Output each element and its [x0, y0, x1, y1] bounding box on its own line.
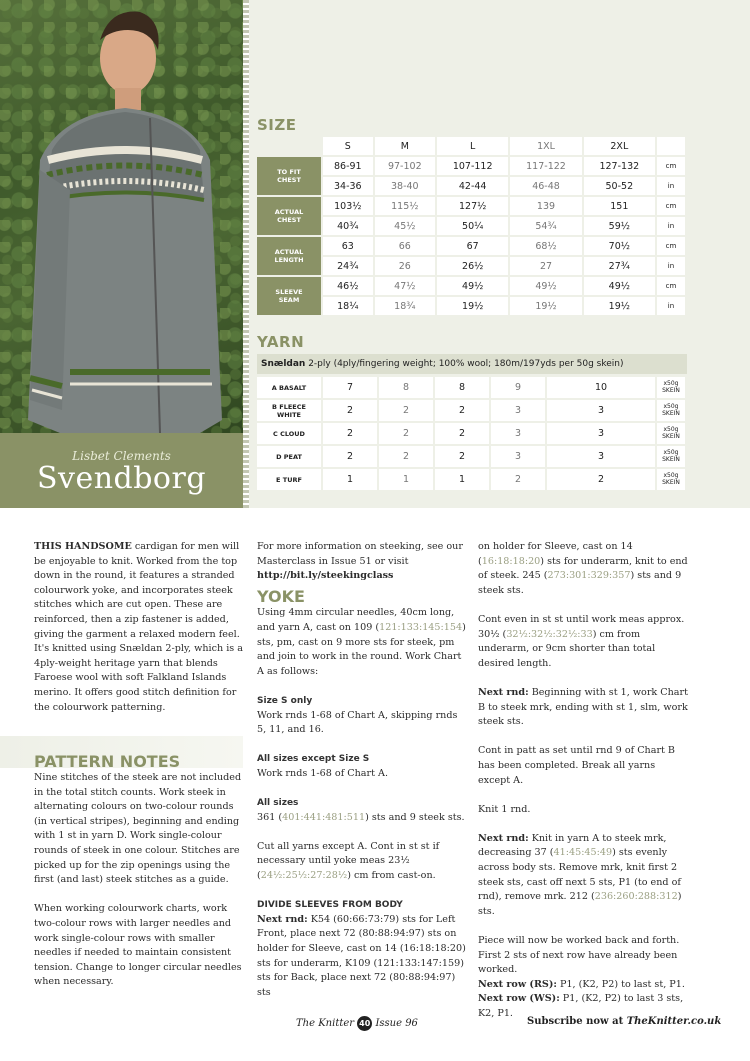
row-label: ACTUAL CHEST [257, 197, 321, 235]
cell: 67 [437, 237, 508, 255]
cell: 103½ [323, 197, 373, 215]
table-row [257, 217, 685, 235]
table-row [257, 257, 685, 275]
cell: 3 [491, 423, 545, 444]
footer-subscribe: Subscribe now at TheKnitter.co.uk [527, 1016, 722, 1027]
cell: 115½ [375, 197, 435, 215]
cell: 2 [435, 446, 489, 467]
cell: 127½ [437, 197, 508, 215]
cell: 1 [379, 469, 433, 490]
cell: 59½ [584, 217, 655, 235]
table-row [257, 377, 685, 398]
yarn-label: E TURF [257, 469, 321, 490]
cell: 2 [379, 446, 433, 467]
model-photo [0, 0, 243, 433]
designer-name: Lisbet Clements [72, 449, 171, 463]
row-label: ACTUAL LENGTH [257, 237, 321, 275]
title-box [0, 433, 243, 508]
cell: 3 [547, 446, 655, 467]
size-header-row [257, 137, 685, 155]
cell: 18¼ [323, 297, 373, 315]
cell: 2 [323, 400, 377, 421]
cell: 2 [323, 423, 377, 444]
cell: 49½ [437, 277, 508, 295]
cell: 9 [491, 377, 545, 398]
cell: 2 [491, 469, 545, 490]
cell: 19½ [510, 297, 581, 315]
footer-magazine: The Knitter 40 Issue 96 [296, 1018, 418, 1029]
cell: 34-36 [323, 177, 373, 195]
cell: 19½ [584, 297, 655, 315]
unit: cm [657, 237, 685, 255]
cell: 27 [510, 257, 581, 275]
intro-text: THIS HANDSOME cardigan for men will be enjoyable to knit. Worked from the top down in the round, it features a stranded colourwork yoke, and incorporates steek stitches which are cut open. These are reinforced, then a zip fastener is added, giving the garment a relaxed modern feel. It's knitted using Snældan 2-ply, which is a 4ply-weight heritage yarn that blends Faroese wool with soft Falkland Islands merino. It offers good stitch definition for the colourwork patterning. [34, 541, 243, 713]
table-row [257, 237, 685, 255]
cell: 97-102 [375, 157, 435, 175]
yarn-label: C CLOUD [257, 423, 321, 444]
yarn-table [255, 375, 687, 492]
cell: 151 [584, 197, 655, 215]
cell: 38-40 [375, 177, 435, 195]
cell: 50¼ [437, 217, 508, 235]
yarn-description: Snældan 2-ply (4ply/fingering weight; 100% wool; 180m/197yds per 50g skein) [257, 354, 687, 374]
table-row [257, 446, 685, 467]
size-heading: SIZE [257, 116, 297, 134]
cell: 24¾ [323, 257, 373, 275]
unit: in [657, 297, 685, 315]
cell: 2 [435, 400, 489, 421]
unit: in [657, 217, 685, 235]
subheading: DIVIDE SLEEVES FROM BODY [257, 900, 403, 911]
cell: 139 [510, 197, 581, 215]
subheading: Size S only [257, 695, 313, 706]
pattern-notes-heading: PATTERN NOTES [34, 752, 181, 771]
row-label: TO FIT CHEST [257, 157, 321, 195]
cell: 7 [323, 377, 377, 398]
table-row [257, 177, 685, 195]
cell: 2 [323, 446, 377, 467]
cell: 49½ [584, 277, 655, 295]
cell: 86-91 [323, 157, 373, 175]
cell: 3 [547, 400, 655, 421]
table-row [257, 469, 685, 490]
unit: cm [657, 197, 685, 215]
cell: 107-112 [437, 157, 508, 175]
cell: 1 [435, 469, 489, 490]
yoke-column: For more information on steeking, see our Masterclass in Issue 51 or visit http://bit.ly/steekingclass YOKE Using 4mm circular needles, 40cm long, and yarn A, cast on 109 (121:133:145:154) sts, pm, cast on 9 more sts for steek, pm and join to work in the round. Work Chart A as follows: Size S only Work rnds 1-68 of Chart A, skipping rnds 5, 11, and 16. All sizes except Size S Work rnds 1-68 of Chart A. All sizes 361 (401:441:481:511) sts and 9 steek sts. Cut all yarns except A. Cont in st st if necessary until yoke meas 23½ (24½:25½:27:28½) cm from cast-on. DIVIDE SLEEVES FROM BODY Next rnd: K54 (60:66:73:79) sts for Left Front, place next 72 (80:88:94:97) sts on holder for Sleeve, cast on 14 (16:18:18:20) sts for underarm, K109 (121:133:147:159) sts for Back, place next 72 (80:88:94:97) sts [257, 541, 466, 998]
table-row [257, 277, 685, 295]
page-number: 40 [357, 1016, 372, 1031]
steek-link[interactable]: http://bit.ly/steekingclass [257, 570, 394, 582]
cell: 54¾ [510, 217, 581, 235]
cell: 3 [547, 423, 655, 444]
cell: 2 [379, 400, 433, 421]
cell: 127-132 [584, 157, 655, 175]
table-row [257, 400, 685, 421]
unit: cm [657, 157, 685, 175]
unit: cm [657, 277, 685, 295]
yoke-heading: YOKE [257, 586, 305, 606]
cardigan-illustration [0, 0, 243, 433]
cell: 70½ [584, 237, 655, 255]
cell: 66 [375, 237, 435, 255]
cell: 2 [547, 469, 655, 490]
table-row [257, 423, 685, 444]
cell: 50-52 [584, 177, 655, 195]
yarn-label: A BASALT [257, 377, 321, 398]
cell: 45½ [375, 217, 435, 235]
cell: 18¾ [375, 297, 435, 315]
cell: 117-122 [510, 157, 581, 175]
cell: 47½ [375, 277, 435, 295]
subheading: All sizes except Size S [257, 754, 370, 765]
cell: 26½ [437, 257, 508, 275]
cell: 3 [491, 446, 545, 467]
cell: 1 [323, 469, 377, 490]
unit: in [657, 257, 685, 275]
cell: 68½ [510, 237, 581, 255]
cell: 3 [491, 400, 545, 421]
cell: 46-48 [510, 177, 581, 195]
table-row [257, 157, 685, 175]
cell: 2 [379, 423, 433, 444]
cell: 10 [547, 377, 655, 398]
cell: 27¾ [584, 257, 655, 275]
subheading: All sizes [257, 798, 299, 809]
unit: x50g SKEIN [657, 400, 685, 421]
body-column: on holder for Sleeve, cast on 14 (16:18:18:20) sts for underarm, knit to end of steek. 245 (273:301:329:357) sts and 9 steek sts. Cont even in st st until work meas approx. 30½ (32½:32½:32½:33) cm from underarm, or 9cm shorter than total desired length. Next rnd: Beginning with st 1, work Chart B to steek mrk, ending with st 1, slm, work steek sts. Cont in patt as set until rnd 9 of Chart B has been completed. Break all yarns except A. Knit 1 rnd. Next rnd: Knit in yarn A to steek mrk, decreasing 37 (41:45:45:49) sts evenly across body sts. Remove mrk, knit first 2 steek sts, cast off next 5 sts, P1 (to end of rnd), remove mrk. 212 (236:260:288:312) sts. Piece will now be worked back and forth. First 2 sts of next row have already been worked. Next row (RS): P1, (K2, P2) to last st, P1. Next row (WS): P1, (K2, P2) to last 3 sts, K2, P1. [478, 541, 688, 1019]
cell: 42-44 [437, 177, 508, 195]
size-col: L [437, 137, 508, 155]
site-link[interactable]: TheKnitter.co.uk [626, 1016, 722, 1027]
row-label: SLEEVE SEAM [257, 277, 321, 315]
size-col: S [323, 137, 373, 155]
yarn-heading: YARN [257, 333, 305, 351]
unit: x50g SKEIN [657, 377, 685, 398]
table-row [257, 297, 685, 315]
cell: 8 [435, 377, 489, 398]
pattern-notes-text: Nine stitches of the steek are not included in the total stitch counts. Work steek in alternating colours on two-colour rounds (in vertical stripes), beginning and ending with 1 st in yarn D. Work single-colour rounds of steek in one colour. Stitches are picked up for the zip openings using the first (and last) steek stitches as a guide. When working colourwork charts, work two-colour rows with larger needles and work single-colour rows with smaller needles if needed to maintain consistent tension. Change to longer circular needles when necessary. [34, 772, 242, 988]
pattern-title: Svendborg [36, 461, 207, 496]
size-table [255, 135, 687, 317]
cell: 46½ [323, 277, 373, 295]
unit: x50g SKEIN [657, 446, 685, 467]
size-col: 2XL [584, 137, 655, 155]
unit: x50g SKEIN [657, 423, 685, 444]
stitch-divider [243, 0, 249, 508]
cell: 63 [323, 237, 373, 255]
cell: 49½ [510, 277, 581, 295]
unit: in [657, 177, 685, 195]
cell: 26 [375, 257, 435, 275]
cell: 40¾ [323, 217, 373, 235]
cell: 19½ [437, 297, 508, 315]
size-col: M [375, 137, 435, 155]
yarn-label: B FLEECE WHITE [257, 400, 321, 421]
table-row [257, 197, 685, 215]
size-col: 1XL [510, 137, 581, 155]
unit: x50g SKEIN [657, 469, 685, 490]
cell: 2 [435, 423, 489, 444]
cell: 8 [379, 377, 433, 398]
yarn-label: D PEAT [257, 446, 321, 467]
